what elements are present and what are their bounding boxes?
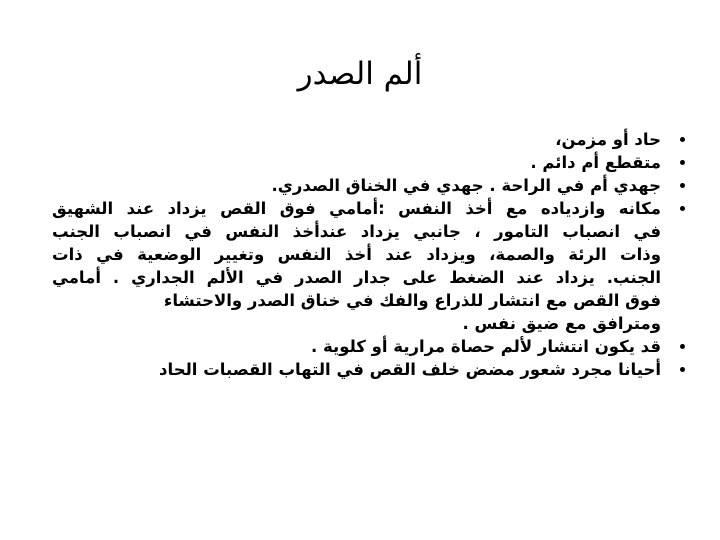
bullet-dot-icon bbox=[680, 137, 685, 142]
bullet-item bbox=[52, 128, 685, 151]
bullet-item bbox=[52, 197, 685, 335]
bullet-line: جهدي أم في الراحة . جهدي في الخناق الصدري. bbox=[271, 176, 661, 195]
bullet-line: فوق القص مع انتشار للذراع والفك في خناق الصدر والاحتشاء bbox=[163, 291, 661, 310]
bullet-line: ومترافق مع ضيق نفس . bbox=[462, 314, 661, 333]
bullet-line: قد يكون انتشار لألم حصاة مرارية أو كلوية . bbox=[311, 337, 661, 356]
bullet-dot-icon bbox=[680, 183, 685, 188]
bullet-line: مكانه وازدياده مع أخذ النفس :أمامي فوق القص يزداد عند الشهيق bbox=[52, 199, 661, 218]
bullet-list bbox=[52, 128, 685, 381]
bullet-item bbox=[52, 358, 685, 381]
bullet-item bbox=[52, 174, 685, 197]
bullet-line: وذات الرئة والصمة، ويزداد عند أخذ النفس وتغيير الوضعية في ذات bbox=[52, 245, 661, 264]
bullet-item bbox=[52, 335, 685, 358]
bullet-line: أحيانا مجرد شعور مضض خلف القص في التهاب القصبات الحاد bbox=[159, 360, 661, 379]
bullet-dot-icon bbox=[680, 367, 685, 372]
bullet-line: متقطع أم دائم . bbox=[530, 153, 661, 172]
bullet-line: الجنب. يزداد عند الضغط على جدار الصدر في الألم الجداري . أمامي bbox=[52, 268, 661, 287]
bullet-item bbox=[52, 151, 685, 174]
bullet-line: حاد أو مزمن، bbox=[555, 130, 661, 149]
bullet-line: في انصباب التامور ، جانبي يزداد عندأخذ النفس في انصباب الجنب bbox=[52, 222, 661, 241]
slide-title: ألم الصدر bbox=[297, 56, 423, 92]
bullet-dot-icon bbox=[680, 160, 685, 165]
bullet-dot-icon bbox=[680, 206, 685, 211]
bullet-dot-icon bbox=[680, 344, 685, 349]
